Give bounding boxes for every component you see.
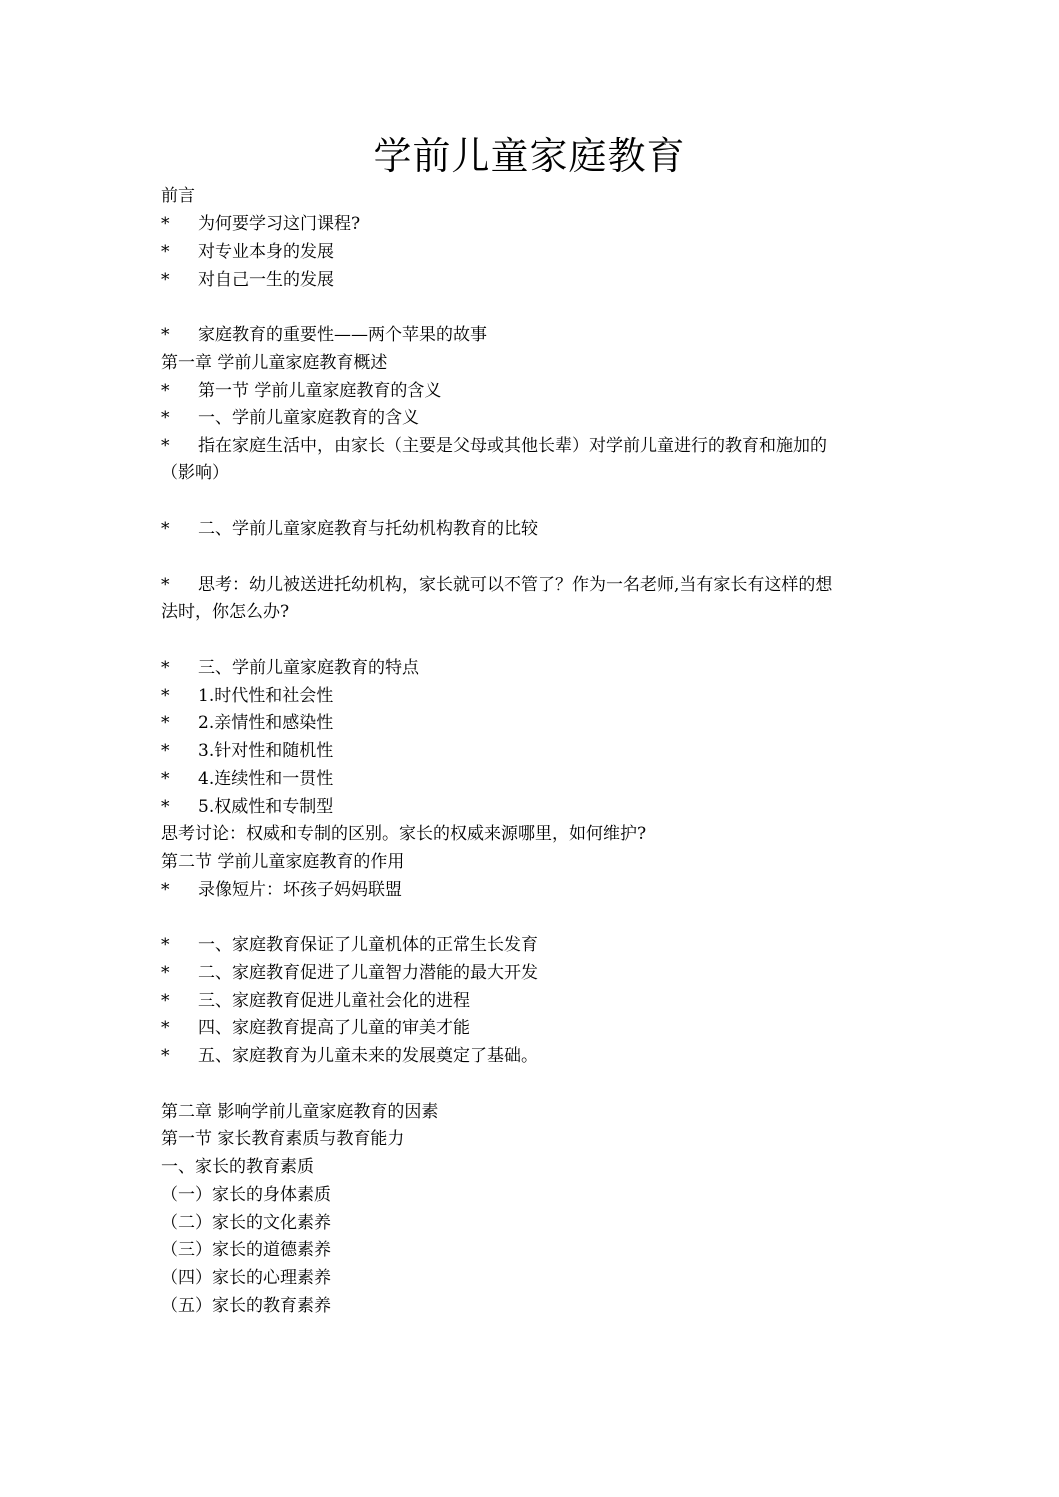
- line-text: （四）家长的心理素养: [161, 1268, 331, 1288]
- bullet-marker: *: [161, 880, 170, 900]
- bullet-marker: *: [161, 686, 170, 706]
- list-item: [161, 516, 901, 544]
- list-item: [161, 766, 901, 794]
- bullet-marker: *: [161, 436, 170, 456]
- line-text: 三、家庭教育促进儿童社会化的进程: [198, 991, 470, 1011]
- list-item: [161, 267, 901, 295]
- line-text: （一）家长的身体素质: [161, 1185, 331, 1205]
- bullet-marker: *: [161, 325, 170, 345]
- list-item: [161, 1015, 901, 1043]
- line-text: 2.亲情性和感染性: [198, 713, 334, 733]
- section-heading: [161, 849, 901, 877]
- line-text: （五）家长的教育素养: [161, 1296, 331, 1316]
- list-item: [161, 211, 901, 239]
- section-heading: [161, 1126, 901, 1154]
- list-item: [161, 960, 901, 988]
- chapter-heading: [161, 350, 901, 378]
- list-item: [161, 710, 901, 738]
- list-item: [161, 1293, 901, 1321]
- bullet-marker: *: [161, 741, 170, 761]
- bullet-marker: *: [161, 519, 170, 539]
- continuation-line: [161, 599, 901, 627]
- bullet-marker: *: [161, 1046, 170, 1066]
- line-text: 第二章 影响学前儿童家庭教育的因素: [161, 1102, 439, 1122]
- list-item: [161, 1210, 901, 1238]
- line-text: 指在家庭生活中，由家长（主要是父母或其他长辈）对学前儿童进行的教育和施加的: [198, 436, 827, 456]
- list-item: [161, 239, 901, 267]
- list-item: [161, 988, 901, 1016]
- bullet-marker: *: [161, 769, 170, 789]
- bullet-marker: *: [161, 963, 170, 983]
- line-text: 一、学前儿童家庭教育的含义: [198, 408, 419, 428]
- line-text: 前言: [161, 186, 195, 206]
- line-text: 思考：幼儿被送进托幼机构，家长就可以不管了？作为一名老师,当有家长有这样的想: [198, 575, 833, 595]
- line-text: 二、学前儿童家庭教育与托幼机构教育的比较: [198, 519, 538, 539]
- bullet-marker: *: [161, 381, 170, 401]
- bullet-marker: *: [161, 242, 170, 262]
- line-text: 二、家庭教育促进了儿童智力潜能的最大开发: [198, 963, 538, 983]
- preface-heading: [161, 183, 901, 211]
- bullet-marker: *: [161, 713, 170, 733]
- discussion-line: [161, 821, 901, 849]
- line-text: 为何要学习这门课程?: [198, 214, 361, 234]
- list-item: [161, 1237, 901, 1265]
- bullet-marker: *: [161, 214, 170, 234]
- line-text: 一、家庭教育保证了儿童机体的正常生长发育: [198, 935, 538, 955]
- line-text: 三、学前儿童家庭教育的特点: [198, 658, 419, 678]
- document-title: 学前儿童家庭教育: [373, 134, 686, 178]
- bullet-marker: *: [161, 1018, 170, 1038]
- list-item: [161, 794, 901, 822]
- bullet-marker: *: [161, 575, 170, 595]
- line-text: 1.时代性和社会性: [198, 686, 334, 706]
- list-item: [161, 1182, 901, 1210]
- list-item: [161, 877, 901, 905]
- list-item: [161, 572, 901, 600]
- list-item: [161, 433, 901, 461]
- line-text: 一、家长的教育素质: [161, 1157, 314, 1177]
- line-text: 第二节 学前儿童家庭教育的作用: [161, 852, 405, 872]
- list-item: [161, 1043, 901, 1071]
- list-item: [161, 405, 901, 433]
- bullet-marker: *: [161, 408, 170, 428]
- list-item: [161, 1265, 901, 1293]
- list-item: [161, 655, 901, 683]
- subsection-heading: [161, 1154, 901, 1182]
- line-text: （三）家长的道德素养: [161, 1240, 331, 1260]
- list-item: [161, 378, 901, 406]
- line-text: 五、家庭教育为儿童未来的发展奠定了基础。: [198, 1046, 538, 1066]
- line-text: （影响）: [161, 463, 229, 483]
- line-text: 第一章 学前儿童家庭教育概述: [161, 353, 388, 373]
- bullet-marker: *: [161, 797, 170, 817]
- list-item: [161, 322, 901, 350]
- bullet-marker: *: [161, 658, 170, 678]
- bullet-marker: *: [161, 935, 170, 955]
- line-text: 录像短片：坏孩子妈妈联盟: [198, 880, 402, 900]
- list-item: [161, 738, 901, 766]
- line-text: 对自己一生的发展: [198, 270, 334, 290]
- line-text: 第一节 学前儿童家庭教育的含义: [198, 381, 442, 401]
- line-text: 4.连续性和一贯性: [198, 769, 334, 789]
- bullet-marker: *: [161, 991, 170, 1011]
- line-text: 家庭教育的重要性——两个苹果的故事: [198, 325, 487, 345]
- list-item: [161, 683, 901, 711]
- line-text: 思考讨论：权威和专制的区别。家长的权威来源哪里，如何维护?: [161, 824, 647, 844]
- continuation-line: [161, 460, 901, 488]
- line-text: 第一节 家长教育素质与教育能力: [161, 1129, 405, 1149]
- line-text: 3.针对性和随机性: [198, 741, 334, 761]
- line-text: 法时，你怎么办?: [161, 602, 290, 622]
- list-item: [161, 932, 901, 960]
- bullet-marker: *: [161, 270, 170, 290]
- line-text: 5.权威性和专制型: [198, 797, 334, 817]
- chapter-heading: [161, 1099, 901, 1127]
- line-text: 对专业本身的发展: [198, 242, 334, 262]
- line-text: 四、家庭教育提高了儿童的审美才能: [198, 1018, 470, 1038]
- line-text: （二）家长的文化素养: [161, 1213, 331, 1233]
